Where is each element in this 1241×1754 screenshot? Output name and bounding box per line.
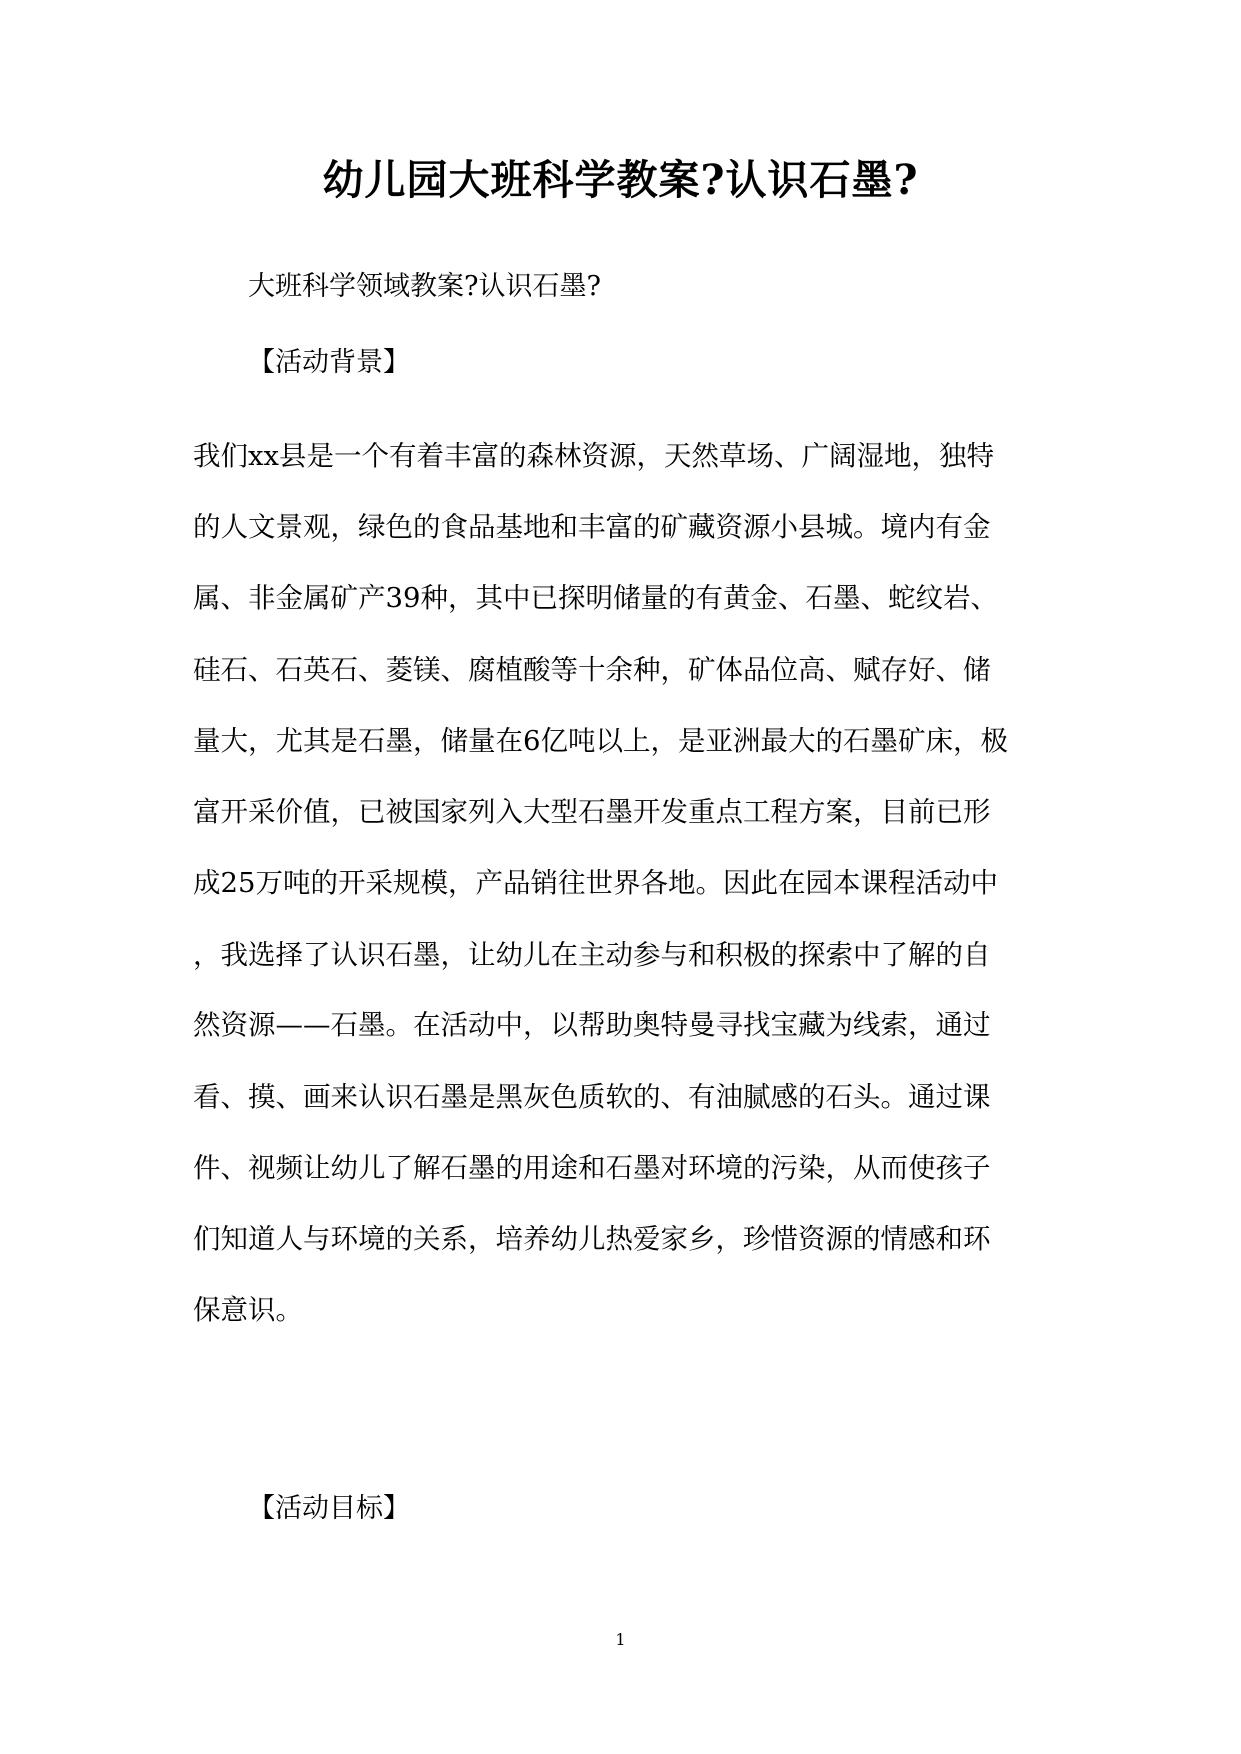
paragraph-line: 保意识。 bbox=[193, 1294, 303, 1326]
section-heading-goals: 【活动目标】 bbox=[248, 1493, 410, 1524]
paragraph-line: 硅石、石英石、菱镁、腐植酸等十余种，矿体品位高、赋存好、储 bbox=[193, 654, 991, 686]
paragraph-line: 成25万吨的开采规模，产品销往世界各地。因此在园本课程活动中 bbox=[193, 867, 998, 899]
paragraph-line: 富开采价值，已被国家列入大型石墨开发重点工程方案，目前已形 bbox=[193, 796, 991, 828]
paragraph-line: 件、视频让幼儿了解石墨的用途和石墨对环境的污染，从而使孩子 bbox=[193, 1152, 991, 1184]
paragraph-line: 量大，尤其是石墨，储量在6亿吨以上，是亚洲最大的石墨矿床，极 bbox=[193, 725, 1008, 757]
paragraph-line: 属、非金属矿产39种，其中已探明储量的有黄金、石墨、蛇纹岩、 bbox=[193, 582, 998, 614]
paragraph-line: 的人文景观，绿色的食品基地和丰富的矿藏资源小县城。境内有金 bbox=[193, 511, 991, 543]
section-heading-background: 【活动背景】 bbox=[248, 347, 410, 378]
paragraph-line: 我们xx县是一个有着丰富的森林资源，天然草场、广阔湿地，独特 bbox=[193, 440, 995, 472]
document-title: 幼儿园大班科学教案?认识石墨? bbox=[322, 156, 919, 204]
paragraph-line: 看、摸、画来认识石墨是黑灰色质软的、有油腻感的石头。通过课 bbox=[193, 1081, 991, 1113]
paragraph-line: 然资源——石墨。在活动中，以帮助奥特曼寻找宝藏为线索，通过 bbox=[193, 1009, 991, 1041]
paragraph-line: ，我选择了认识石墨，让幼儿在主动参与和积极的探索中了解的自 bbox=[193, 939, 991, 971]
document-subtitle: 大班科学领域教案?认识石墨? bbox=[248, 271, 601, 302]
page-number: 1 bbox=[615, 1630, 626, 1649]
paragraph-line: 们知道人与环境的关系，培养幼儿热爱家乡，珍惜资源的情感和环 bbox=[193, 1223, 991, 1255]
